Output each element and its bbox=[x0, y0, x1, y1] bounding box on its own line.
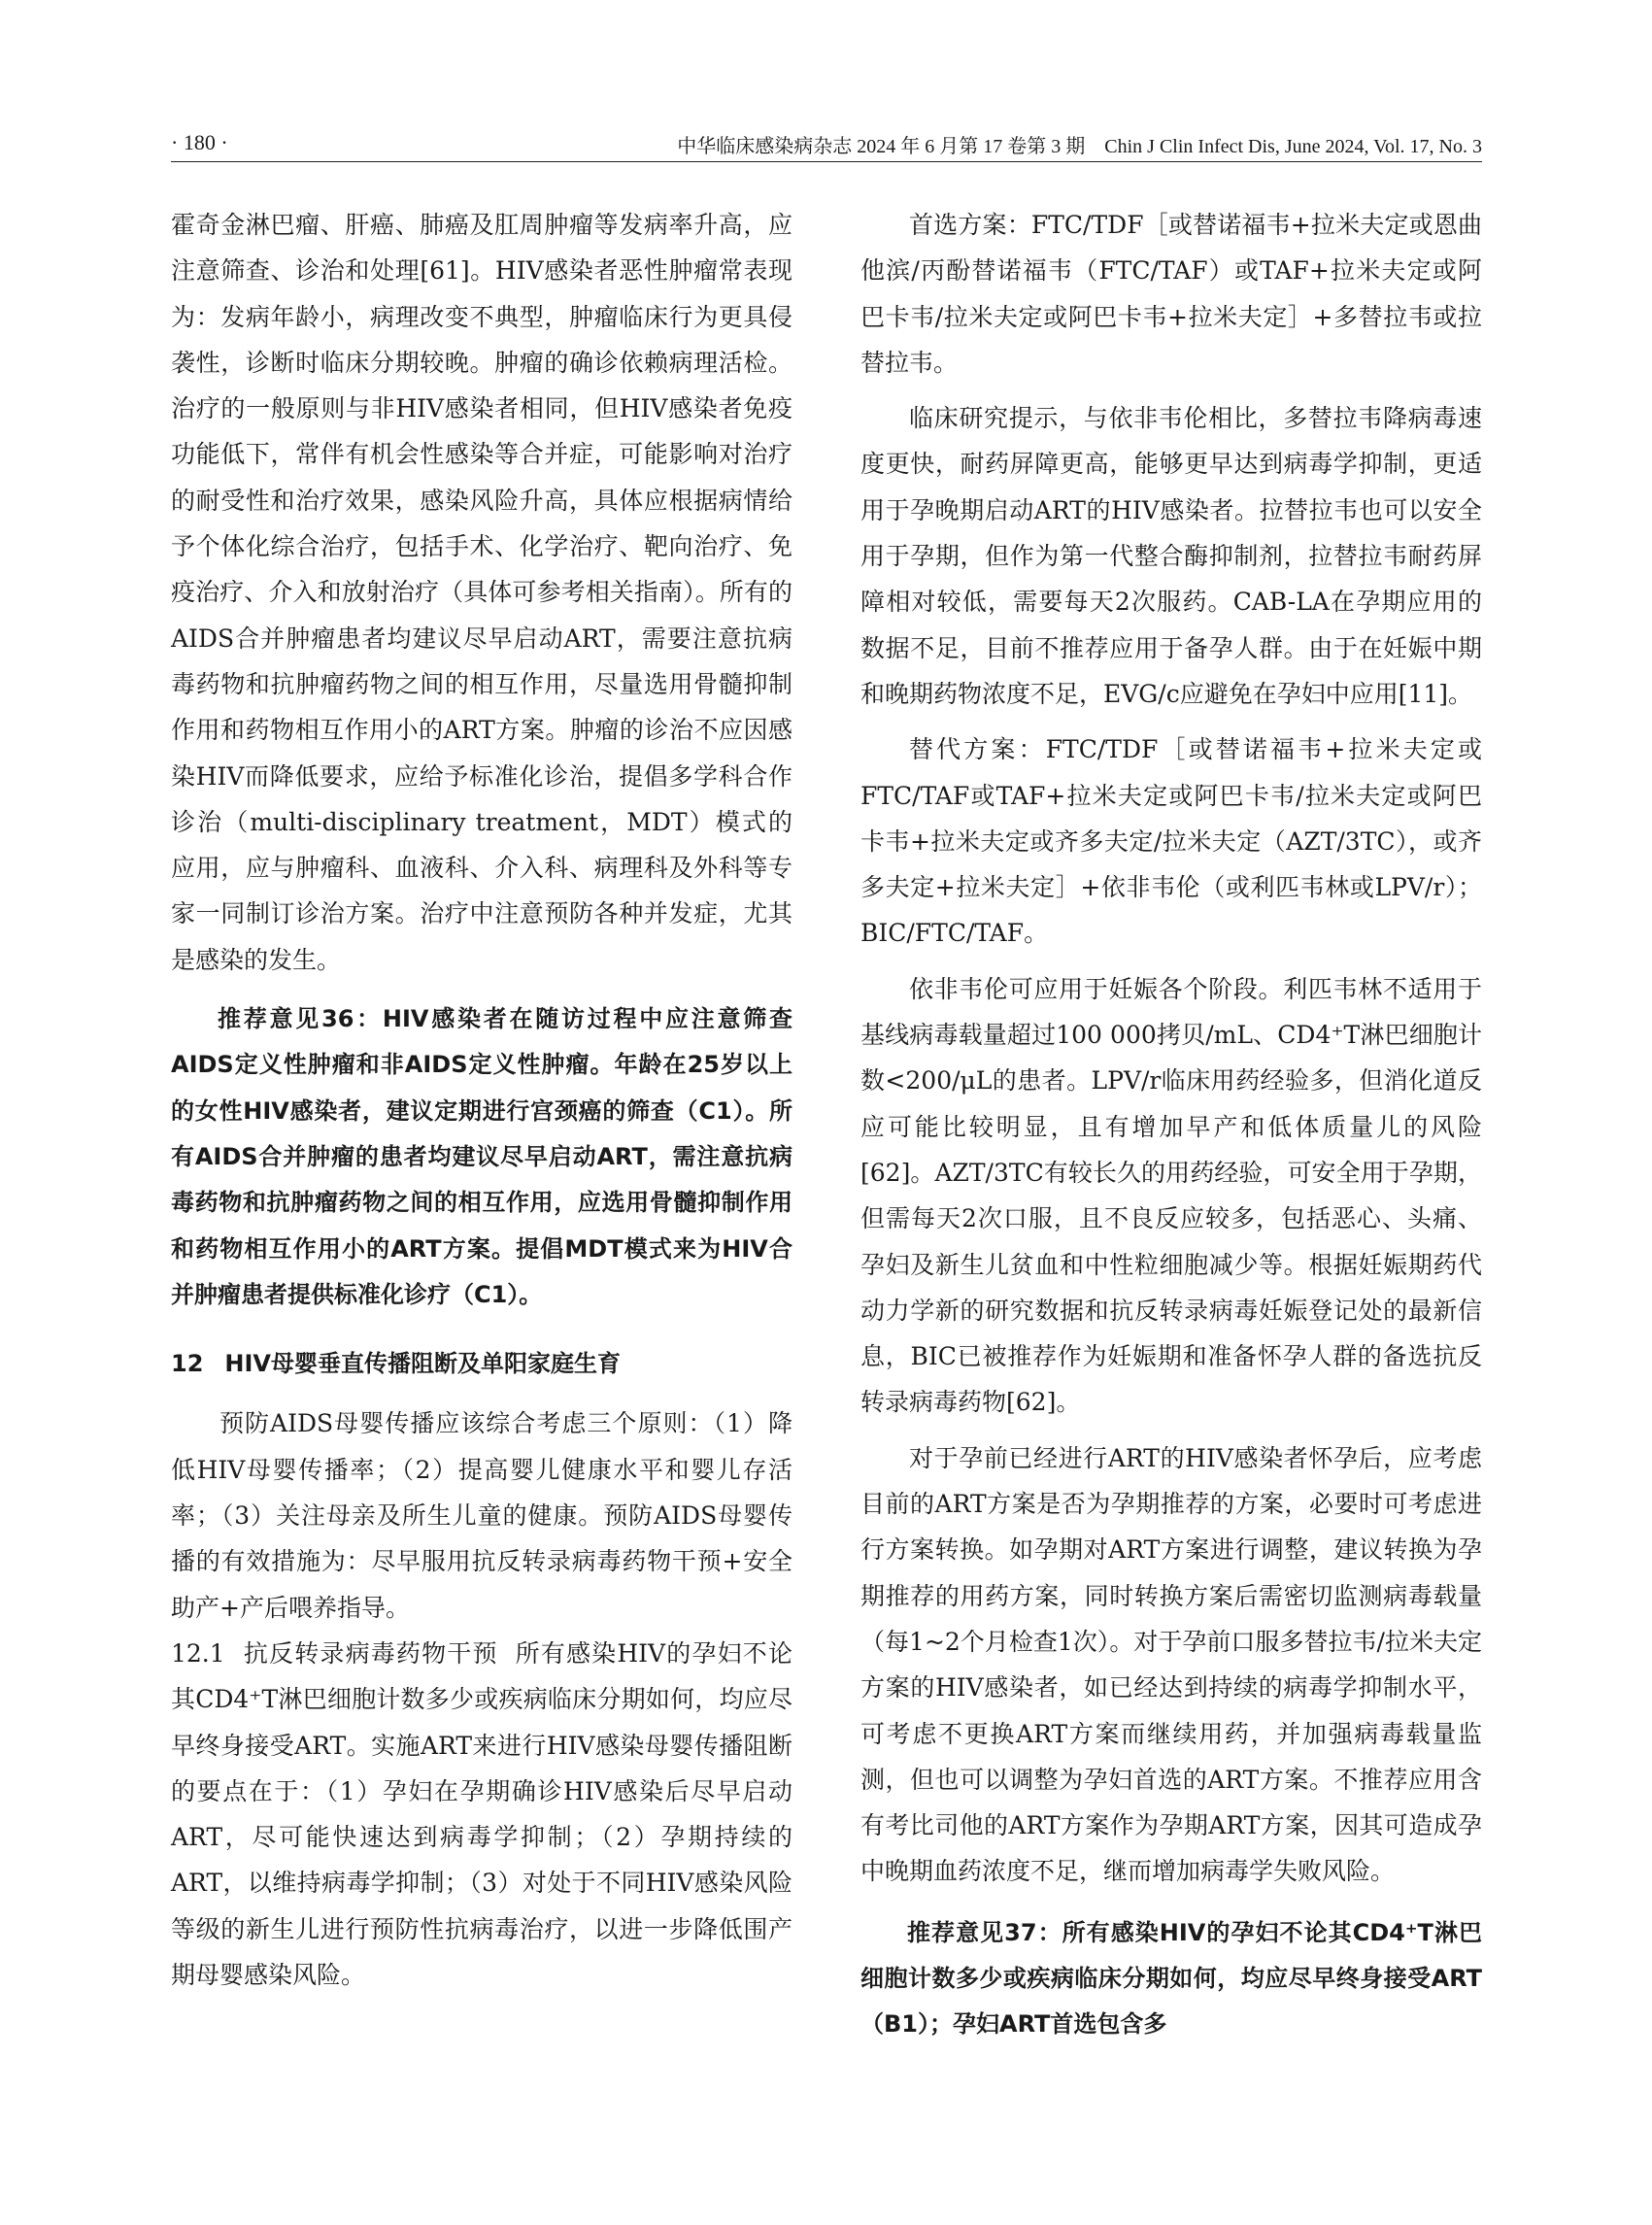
right-column bbox=[860, 202, 1482, 2072]
right-paragraph-2: 临床研究提示，与依非韦伦相比，多替拉韦降病毒速度更快，耐药屏障更高，能够更早达到病毒学抑制，更适用于孕晚期启动ART的HIV感染者。拉替拉韦也可以安全用于孕期，但作为第一代整合酶抑制剂，拉替拉韦耐药屏障相对较低，需要每天2次服药。CAB-LA在孕期应用的数据不足，目前不推荐应用于备孕人群。由于在妊娠中期和晚期药物浓度不足，EVG/c应避免在孕妇中应用[11]。 bbox=[860, 404, 1482, 708]
right-paragraph-5: 对于孕前已经进行ART的HIV感染者怀孕后，应考虑目前的ART方案是否为孕期推荐的方案，必要时可考虑进行方案转换。如孕期对ART方案进行调整，建议转换为孕期推荐的用药方案，同时转换方案后需密切监测病毒载量（每1~2个月检查1次）。对于孕前口服多替拉韦/拉米夫定方案的HIV感染者，如已经达到持续的病毒学抑制水平，可考虑不更换ART方案而继续用药，并加强病毒载量监测，但也可以调整为孕妇首选的ART方案。不推荐应用含有考比司他的ART方案作为孕期ART方案，因其可造成孕中晚期血药浓度不足，继而增加病毒学失败风险。 bbox=[860, 1443, 1482, 1886]
subsection-12-1 bbox=[171, 1631, 792, 1998]
subsection-number: 12.1 bbox=[171, 1638, 225, 1668]
recommendation-36: 推荐意见36：HIV感染者在随访过程中应注意筛查AIDS定义性肿瘤和非AIDS定义性肿瘤。年龄在25岁以上的女性HIV感染者，建议定期进行宫颈癌的筛查（C1）。所有AIDS合并肿瘤的患者均建议尽早启动ART，需注意抗病毒药物和抗肿瘤药物之间的相互作用，应选用骨髓抑制作用和药物相互作用小的ART方案。提倡MDT模式来为HIV合并肿瘤患者提供标准化诊疗（C1）。 bbox=[171, 1005, 792, 1308]
page-number: · 180 · bbox=[171, 130, 228, 154]
running-header bbox=[171, 126, 1482, 162]
section-title: HIV母婴垂直传播阻断及单阳家庭生育 bbox=[224, 1350, 621, 1378]
recommendation-37: 推荐意见37：所有感染HIV的孕妇不论其CD4⁺T淋巴细胞计数多少或疾病临床分期如何，均应尽早终身接受ART（B1）；孕妇ART首选包含多 bbox=[860, 1918, 1482, 2039]
right-paragraph-1: 首选方案：FTC/TDF［或替诺福韦+拉米夫定或恩曲他滨/丙酚替诺福韦（FTC/TAF）或TAF+拉米夫定或阿巴卡韦/拉米夫定或阿巴卡韦+拉米夫定］+多替拉韦或拉替拉韦。 bbox=[860, 211, 1482, 377]
section-heading-12 bbox=[171, 1341, 792, 1387]
right-paragraph-4: 依非韦伦可应用于妊娠各个阶段。利匹韦林不适用于基线病毒载量超过100 000拷贝/mL、CD4⁺T淋巴细胞计数<200/μL的患者。LPV/r临床用药经验多，但消化道反应可能比较明显，且有增加早产和低体质量儿的风险[62]。AZT/3TC有较长久的用药经验，可安全用于孕期，但需每天2次口服，且不良反应较多，包括恶心、头痛、孕妇及新生儿贫血和中性粒细胞减少等。根据妊娠期药代动力学新的研究数据和抗反转录病毒妊娠登记处的最新信息，BIC已被推荐作为妊娠期和准备怀孕人群的备选抗反转录病毒药物[62]。 bbox=[860, 974, 1482, 1417]
subsection-text: 所有感染HIV的孕妇不论其CD4⁺T淋巴细胞计数多少或疾病临床分期如何，均应尽早终身接受ART。实施ART来进行HIV感染母婴传播阻断的要点在于：（1）孕妇在孕期确诊HIV感染后尽早启动ART，尽可能快速达到病毒学抑制；（2）孕期持续的ART，以维持病毒学抑制；（3）对处于不同HIV感染风险等级的新生儿进行预防性抗病毒治疗，以进一步降低围产期母婴感染风险。 bbox=[171, 1638, 792, 1989]
subsection-title: 抗反转录病毒药物干预 bbox=[242, 1638, 498, 1668]
right-paragraph-3: 替代方案：FTC/TDF［或替诺福韦+拉米夫定或FTC/TAF或TAF+拉米夫定或阿巴卡韦/拉米夫定或阿巴卡韦+拉米夫定或齐多夫定/拉米夫定（AZT/3TC），或齐多夫定+拉米夫定］+依非韦伦（或利匹韦林或LPV/r）；BIC/FTC/TAF。 bbox=[860, 735, 1482, 948]
journal-citation: 中华临床感染病杂志 2024 年 6 月第 17 卷第 3 期 Chin J Clin Infect Dis, June 2024, Vol. 17, No. 3 bbox=[677, 136, 1482, 157]
left-column bbox=[171, 202, 792, 1998]
left-paragraph-2: 预防AIDS母婴传播应该综合考虑三个原则：（1）降低HIV母婴传播率；（2）提高婴儿健康水平和婴儿存活率；（3）关注母亲及所生儿童的健康。预防AIDS母婴传播的有效措施为：尽早服用抗反转录病毒药物干预+安全助产+产后喂养指导。 bbox=[171, 1409, 792, 1622]
left-paragraph-1: 霍奇金淋巴瘤、肝癌、肺癌及肛周肿瘤等发病率升高，应注意筛查、诊治和处理[61]。HIV感染者恶性肿瘤常表现为：发病年龄小，病理改变不典型，肿瘤临床行为更具侵袭性，诊断时临床分期较晚。肿瘤的确诊依赖病理活检。治疗的一般原则与非HIV感染者相同，但HIV感染者免疫功能低下，常伴有机会性感染等合并症，可能影响对治疗的耐受性和治疗效果，感染风险升高，具体应根据病情给予个体化综合治疗，包括手术、化学治疗、靶向治疗、免疫治疗、介入和放射治疗（具体可参考相关指南）。所有的AIDS合并肿瘤患者均建议尽早启动ART，需要注意抗病毒药物和抗肿瘤药物之间的相互作用，尽量选用骨髓抑制作用和药物相互作用小的ART方案。肿瘤的诊治不应因感染HIV而降低要求，应给予标准化诊治，提倡多学科合作诊治（multi-disciplinary treatment，MDT）模式的应用，应与肿瘤科、血液科、介入科、病理科及外科等专家一同制订诊治方案。治疗中注意预防各种并发症，尤其是感染的发生。 bbox=[171, 211, 792, 974]
section-number: 12 bbox=[171, 1350, 204, 1378]
